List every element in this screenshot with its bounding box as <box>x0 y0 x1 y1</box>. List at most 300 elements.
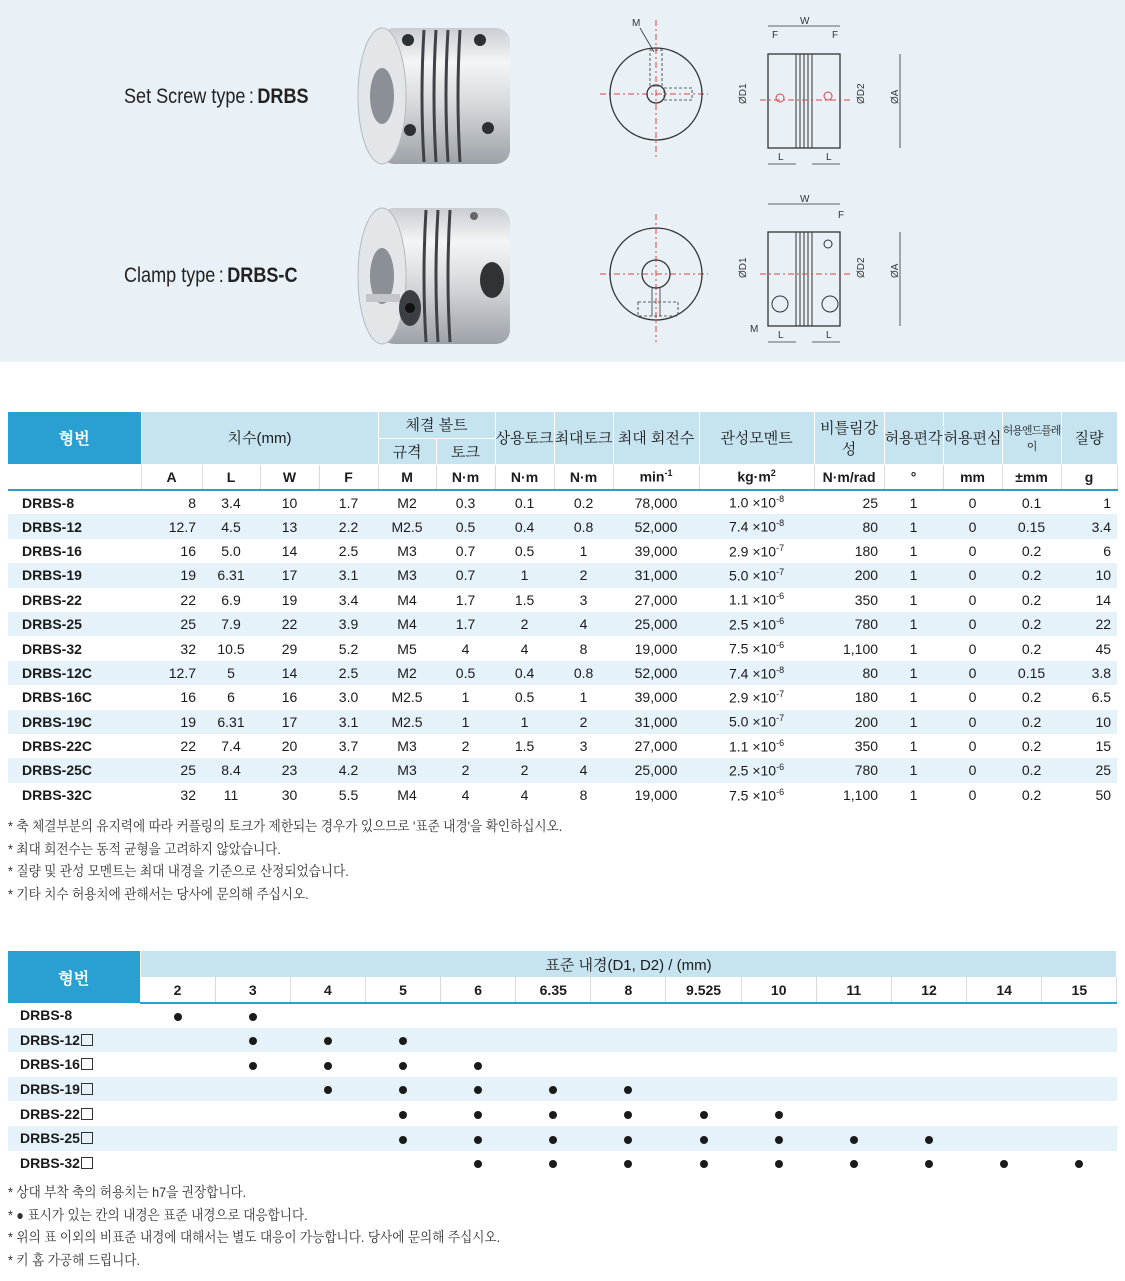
value-cell: 3.4 <box>338 591 359 608</box>
inertia-mantissa: 1.1 <box>728 592 749 609</box>
unit-cell <box>699 464 814 490</box>
value-cell: M3 <box>378 758 436 782</box>
model-cell: DRBS-25C <box>8 758 141 782</box>
inertia-cell <box>699 514 814 538</box>
model-header: 형번 <box>8 412 141 464</box>
bore-row <box>8 1052 1117 1077</box>
standard-bore-dot-icon <box>775 1136 783 1144</box>
bore-mark-cell <box>816 1101 891 1126</box>
value-cell: 1.7 <box>436 612 495 636</box>
bolt-header: 체결 볼트 <box>378 412 495 438</box>
value-cell: 3 <box>579 591 588 608</box>
bore-mark-cell <box>591 1077 666 1102</box>
standard-bore-dot-icon <box>474 1136 482 1144</box>
bore-mark-cell <box>516 1077 591 1102</box>
bore-mark-cell <box>591 1101 666 1126</box>
bore-mark-cell <box>816 1077 891 1102</box>
value-cell: 8.4 <box>202 758 260 782</box>
value-cell: M2 <box>378 661 436 685</box>
bore-size-cell: 6 <box>441 977 516 1003</box>
unit-cell <box>884 464 943 490</box>
value-cell: 78,000 <box>634 494 678 511</box>
value-cell: 2 <box>554 710 613 734</box>
value-cell: 0.2 <box>1021 542 1042 559</box>
value-cell: M2.5 <box>391 689 423 706</box>
bore-mark-cell <box>290 1101 365 1126</box>
value-cell: 780 <box>814 758 884 782</box>
max-speed-header: 최대 회전수 <box>613 412 699 464</box>
bore-model-cell <box>8 1052 140 1077</box>
bore-size-cell: 14 <box>967 977 1042 1003</box>
value-cell: 10 <box>1061 710 1117 734</box>
note-line: * ● 표시가 있는 칸의 내경은 표준 내경으로 대응합니다. <box>8 1206 308 1223</box>
specification-table <box>8 412 1118 807</box>
value-cell: 0.8 <box>554 661 613 685</box>
inertia-cell <box>699 612 814 636</box>
bore-mark-cell <box>140 1077 215 1102</box>
value-cell: 1 <box>884 514 943 538</box>
standard-bore-dot-icon <box>399 1086 407 1094</box>
rated-torque-header: 상용토크 <box>495 412 554 464</box>
value-cell: 25,000 <box>613 612 699 636</box>
svg-text:L: L <box>778 152 784 163</box>
bore-mark-cell <box>215 1101 290 1126</box>
inertia-times: ×10 <box>748 665 777 682</box>
bore-model-cell <box>8 1151 140 1176</box>
bore-mark-cell <box>290 1028 365 1053</box>
bore-mark-cell <box>365 1126 440 1151</box>
bore-mark-cell <box>516 1003 591 1028</box>
value-cell: 4.2 <box>319 758 378 782</box>
value-cell: 0.15 <box>1002 514 1061 538</box>
value-cell: 1 <box>884 710 943 734</box>
bore-mark-cell <box>891 1126 966 1151</box>
bore-mark-cell <box>816 1126 891 1151</box>
value-cell: 11 <box>223 786 239 803</box>
bore-mark-cell <box>290 1052 365 1077</box>
value-cell: 50 <box>1095 786 1112 803</box>
value-cell: 7.9 <box>202 612 260 636</box>
value-cell: 5.5 <box>338 786 359 803</box>
unit-cell <box>943 464 1002 490</box>
standard-bore-dot-icon <box>249 1037 257 1045</box>
bore-mark-cell <box>666 1126 741 1151</box>
inertia-cell <box>699 734 814 758</box>
unit-cell <box>319 464 378 490</box>
value-cell: 1 <box>909 786 918 803</box>
bore-mark-cell <box>891 1077 966 1102</box>
inertia-cell <box>699 490 814 514</box>
inertia-times: ×10 <box>748 592 777 609</box>
inertia-exponent: -7 <box>776 542 785 553</box>
value-cell: 180 <box>854 542 879 559</box>
bore-mark-cell <box>591 1028 666 1053</box>
unit-cell <box>436 464 495 490</box>
inertia-times: ×10 <box>748 518 777 535</box>
unit-text: F <box>344 468 353 485</box>
value-cell: 12.7 <box>141 514 202 538</box>
value-cell: 2 <box>554 563 613 587</box>
value-cell: 0.7 <box>455 542 476 559</box>
inertia-exponent: -7 <box>776 688 785 699</box>
inertia-cell <box>699 685 814 709</box>
bore-model-name: DRBS-12 <box>20 1031 80 1048</box>
inertia-cell <box>699 710 814 734</box>
bore-size-cell: 4 <box>290 977 365 1003</box>
value-cell: 2 <box>461 738 470 755</box>
axial-endplay-header: 허용엔드플레이 <box>1002 412 1061 464</box>
value-cell: 20 <box>281 738 298 755</box>
value-cell: 3.7 <box>338 738 359 755</box>
bore-model-name: DRBS-8 <box>20 1007 73 1024</box>
svg-text:L: L <box>826 330 832 341</box>
model-cell: DRBS-19 <box>8 563 141 587</box>
note-line: * 최대 회전수는 동적 균형을 고려하지 않았습니다. <box>8 840 281 857</box>
unit-text: L <box>226 468 236 485</box>
bore-model-cell <box>8 1126 140 1151</box>
value-cell: 0.15 <box>1002 661 1061 685</box>
value-cell: 0.2 <box>573 494 594 511</box>
value-cell: 1 <box>884 758 943 782</box>
standard-bore-dot-icon <box>174 1013 182 1021</box>
inertia-times: ×10 <box>748 495 777 512</box>
bore-mark-cell <box>891 1101 966 1126</box>
value-cell: 25 <box>1061 758 1117 782</box>
bore-model-name: DRBS-32 <box>20 1154 80 1171</box>
value-cell: 80 <box>814 661 884 685</box>
bore-mark-cell <box>967 1028 1042 1053</box>
bore-mark-cell <box>516 1052 591 1077</box>
model-cell: DRBS-12 <box>8 514 141 538</box>
model-cell: DRBS-22 <box>22 591 82 608</box>
value-cell: 2.2 <box>319 514 378 538</box>
standard-bore-dot-icon <box>249 1062 257 1070</box>
value-cell: 4 <box>461 640 470 657</box>
value-cell: 0 <box>943 514 1002 538</box>
spec-row <box>8 636 1117 660</box>
value-cell: 8 <box>188 494 196 511</box>
value-cell: M2.5 <box>378 710 436 734</box>
inertia-times: ×10 <box>748 543 777 560</box>
value-cell: 52,000 <box>613 661 699 685</box>
spec-row <box>8 734 1117 758</box>
value-cell: 0 <box>943 710 1002 734</box>
variant-box-icon <box>81 1034 93 1046</box>
value-cell: 6.9 <box>221 591 241 608</box>
inertia-mantissa: 5.0 <box>728 567 749 584</box>
standard-bore-dot-icon <box>775 1160 783 1168</box>
bore-mark-cell <box>967 1101 1042 1126</box>
value-cell: 23 <box>260 758 319 782</box>
inertia-mantissa: 1.0 <box>728 495 749 512</box>
value-cell: 12.7 <box>141 661 202 685</box>
set-screw-side-view-drawing <box>730 14 910 170</box>
value-cell: 32 <box>180 640 196 657</box>
value-cell: 19,000 <box>634 640 678 657</box>
value-cell: 0.5 <box>514 542 535 559</box>
bore-mark-cell <box>140 1028 215 1053</box>
value-cell: 1 <box>909 640 918 657</box>
value-cell: 25 <box>862 494 879 511</box>
value-cell: 0.2 <box>1021 738 1042 755</box>
value-cell: 0 <box>968 640 977 657</box>
value-cell: 10.5 <box>217 640 245 657</box>
value-cell: M2 <box>397 494 417 511</box>
value-cell: 0.2 <box>1002 563 1061 587</box>
value-cell: 25 <box>141 612 202 636</box>
bore-size-cell: 3 <box>215 977 290 1003</box>
value-cell: 31,000 <box>613 710 699 734</box>
bore-row <box>8 1077 1117 1102</box>
value-cell: 5.2 <box>338 640 359 657</box>
value-cell: 22 <box>1061 612 1117 636</box>
bore-mark-cell <box>365 1028 440 1053</box>
value-cell: 200 <box>814 563 884 587</box>
bore-mark-cell <box>516 1101 591 1126</box>
value-cell: 39,000 <box>634 542 678 559</box>
inertia-exponent: -6 <box>776 737 785 748</box>
bore-mark-cell <box>290 1077 365 1102</box>
bore-model-name: DRBS-19 <box>20 1081 80 1098</box>
value-cell: 3.0 <box>338 689 359 706</box>
value-cell: 0 <box>968 738 977 755</box>
bore-mark-cell <box>215 1077 290 1102</box>
unit-text: N·m <box>569 468 598 485</box>
value-cell: 0 <box>968 591 977 608</box>
standard-bore-dot-icon <box>549 1160 557 1168</box>
variant-box-icon <box>81 1157 93 1169</box>
value-cell: 1 <box>579 689 588 706</box>
bore-mark-cell <box>967 1151 1042 1176</box>
set-screw-front-view-drawing <box>598 14 710 164</box>
value-cell: 8 <box>579 640 588 657</box>
svg-text:W: W <box>800 16 810 27</box>
inertia-mantissa: 2.5 <box>728 762 749 779</box>
bore-mark-cell <box>516 1151 591 1176</box>
value-cell: 17 <box>260 563 319 587</box>
bore-mark-cell <box>1042 1101 1117 1126</box>
bore-mark-cell <box>891 1151 966 1176</box>
inertia-times: ×10 <box>748 616 777 633</box>
bore-mark-cell <box>365 1052 440 1077</box>
bore-size-cell: 11 <box>816 977 891 1003</box>
inertia-exponent: -6 <box>776 615 785 626</box>
bore-mark-cell <box>816 1151 891 1176</box>
standard-bore-dot-icon <box>775 1111 783 1119</box>
value-cell: 4 <box>554 612 613 636</box>
value-cell: 15 <box>1095 738 1112 755</box>
value-cell: 19 <box>141 563 202 587</box>
standard-bore-dot-icon <box>1075 1160 1083 1168</box>
value-cell: 1.7 <box>338 494 359 511</box>
svg-text:F: F <box>838 210 845 221</box>
bore-model-cell <box>8 1003 140 1028</box>
inertia-cell <box>699 783 814 807</box>
bore-mark-cell <box>140 1003 215 1028</box>
standard-bore-dot-icon <box>624 1136 632 1144</box>
bore-mark-cell <box>365 1077 440 1102</box>
bore-mark-cell <box>215 1052 290 1077</box>
bore-mark-cell <box>140 1052 215 1077</box>
value-cell: 25,000 <box>613 758 699 782</box>
value-cell: 0.5 <box>436 661 495 685</box>
value-cell: 5 <box>202 661 260 685</box>
variant-box-icon <box>81 1083 93 1095</box>
standard-bore-dot-icon <box>1000 1160 1008 1168</box>
value-cell: 27,000 <box>634 738 678 755</box>
inertia-exponent: -7 <box>776 713 785 724</box>
value-cell: 6 <box>227 689 235 706</box>
bore-row <box>8 1126 1117 1151</box>
dimensions-header: 치수(mm) <box>141 412 378 464</box>
inertia-exponent: -6 <box>776 640 785 651</box>
bore-mark-cell <box>441 1028 516 1053</box>
value-cell: 1.5 <box>514 738 535 755</box>
bore-size-cell: 5 <box>365 977 440 1003</box>
bore-mark-cell <box>1042 1126 1117 1151</box>
value-cell: 22 <box>180 591 196 608</box>
value-cell: 22 <box>260 612 319 636</box>
value-cell: 80 <box>814 514 884 538</box>
standard-bore-dot-icon <box>324 1062 332 1070</box>
model-cell: DRBS-19C <box>8 710 141 734</box>
note-line: * 키 홈 가공해 드립니다. <box>8 1251 140 1268</box>
unit-cell-blank <box>8 464 141 490</box>
clamp-coupling-photo <box>352 202 522 350</box>
standard-bore-dot-icon <box>925 1136 933 1144</box>
value-cell: 4.5 <box>202 514 260 538</box>
value-cell: 1 <box>909 689 918 706</box>
inertia-mantissa: 7.5 <box>728 640 749 657</box>
value-cell: 52,000 <box>613 514 699 538</box>
value-cell: 3.4 <box>1061 514 1117 538</box>
value-cell: 4 <box>520 786 529 803</box>
standard-bore-dot-icon <box>549 1086 557 1094</box>
bolt-torque-header: 토크 <box>436 438 495 464</box>
spec-row <box>8 490 1117 514</box>
spec-row <box>8 588 1117 612</box>
unit-text: kg·m <box>737 469 771 486</box>
unit-text: N·m <box>451 468 480 485</box>
svg-text:F: F <box>832 30 839 41</box>
spec-row <box>8 563 1117 587</box>
inertia-times: ×10 <box>748 787 777 804</box>
value-cell: 14 <box>260 661 319 685</box>
bore-size-cell: 2 <box>140 977 215 1003</box>
inertia-exponent: -6 <box>776 591 785 602</box>
unit-text: W <box>282 468 297 485</box>
spec-row <box>8 612 1117 636</box>
value-cell: 1 <box>436 710 495 734</box>
value-cell: 3 <box>579 738 588 755</box>
standard-bore-dot-icon <box>474 1111 482 1119</box>
bore-mark-cell <box>891 1028 966 1053</box>
bore-size-cell: 12 <box>891 977 966 1003</box>
bore-model-cell <box>8 1028 140 1053</box>
standard-bore-dot-icon <box>549 1111 557 1119</box>
bore-row <box>8 1028 1117 1053</box>
bore-mark-cell <box>441 1101 516 1126</box>
unit-cell <box>141 464 202 490</box>
value-cell: 0.2 <box>1021 591 1042 608</box>
svg-text:ØD1: ØD1 <box>738 257 749 278</box>
value-cell: 17 <box>260 710 319 734</box>
value-cell: 3.4 <box>221 494 241 511</box>
inertia-times: ×10 <box>748 714 777 731</box>
inertia-mantissa: 2.9 <box>728 689 749 706</box>
bore-mark-cell <box>816 1028 891 1053</box>
value-cell: 180 <box>854 689 879 706</box>
svg-text:F: F <box>772 30 779 41</box>
model-cell: DRBS-8 <box>22 494 75 511</box>
bore-mark-cell <box>891 1003 966 1028</box>
value-cell: 45 <box>1095 640 1112 657</box>
value-cell: 1 <box>495 563 554 587</box>
value-cell: M4 <box>397 786 417 803</box>
value-cell: 780 <box>814 612 884 636</box>
value-cell: 2 <box>436 758 495 782</box>
inertia-exponent: -6 <box>776 786 785 797</box>
value-cell: 0 <box>943 612 1002 636</box>
bore-mark-cell <box>967 1077 1042 1102</box>
standard-bore-dot-icon <box>474 1086 482 1094</box>
unit-text: ±mm <box>1015 468 1048 485</box>
note-line: * 상대 부착 축의 허용치는 h7을 권장합니다. <box>8 1184 247 1200</box>
value-cell: 1 <box>909 542 918 559</box>
bore-size-cell: 15 <box>1042 977 1117 1003</box>
value-cell: 0.2 <box>1002 710 1061 734</box>
standard-bore-dot-icon <box>700 1111 708 1119</box>
bore-mark-cell <box>967 1126 1042 1151</box>
bore-model-name: DRBS-22 <box>20 1105 80 1122</box>
unit-superscript: -1 <box>664 468 673 479</box>
value-cell: 3.9 <box>319 612 378 636</box>
inertia-exponent: -7 <box>776 567 785 578</box>
inertia-times: ×10 <box>748 640 777 657</box>
unit-cell <box>1061 464 1117 490</box>
value-cell: 0.2 <box>1002 612 1061 636</box>
spec-row <box>8 783 1117 807</box>
value-cell: 39,000 <box>634 689 678 706</box>
value-cell: 2.5 <box>319 661 378 685</box>
value-cell: 10 <box>1061 563 1117 587</box>
standard-bore-dot-icon <box>850 1160 858 1168</box>
product-banner <box>0 0 1125 362</box>
unit-cell <box>495 464 554 490</box>
bore-mark-cell <box>591 1052 666 1077</box>
bore-mark-cell <box>441 1077 516 1102</box>
bore-mark-cell <box>741 1126 816 1151</box>
standard-bore-dot-icon <box>399 1111 407 1119</box>
value-cell: 0.1 <box>1021 494 1042 511</box>
bore-mark-cell <box>1042 1052 1117 1077</box>
value-cell: 19 <box>141 710 202 734</box>
svg-text:M: M <box>632 18 641 29</box>
value-cell: M4 <box>378 612 436 636</box>
value-cell: 2 <box>495 758 554 782</box>
bore-mark-cell <box>666 1052 741 1077</box>
unit-text: min <box>639 469 665 486</box>
bore-row <box>8 1003 1117 1028</box>
bore-model-header: 형번 <box>8 951 140 1003</box>
value-cell: 31,000 <box>613 563 699 587</box>
unit-cell <box>1002 464 1061 490</box>
standard-bore-table <box>8 951 1117 1175</box>
bore-size-cell: 8 <box>591 977 666 1003</box>
value-cell: 0.3 <box>455 494 476 511</box>
inertia-mantissa: 1.1 <box>728 738 749 755</box>
inertia-cell <box>699 563 814 587</box>
